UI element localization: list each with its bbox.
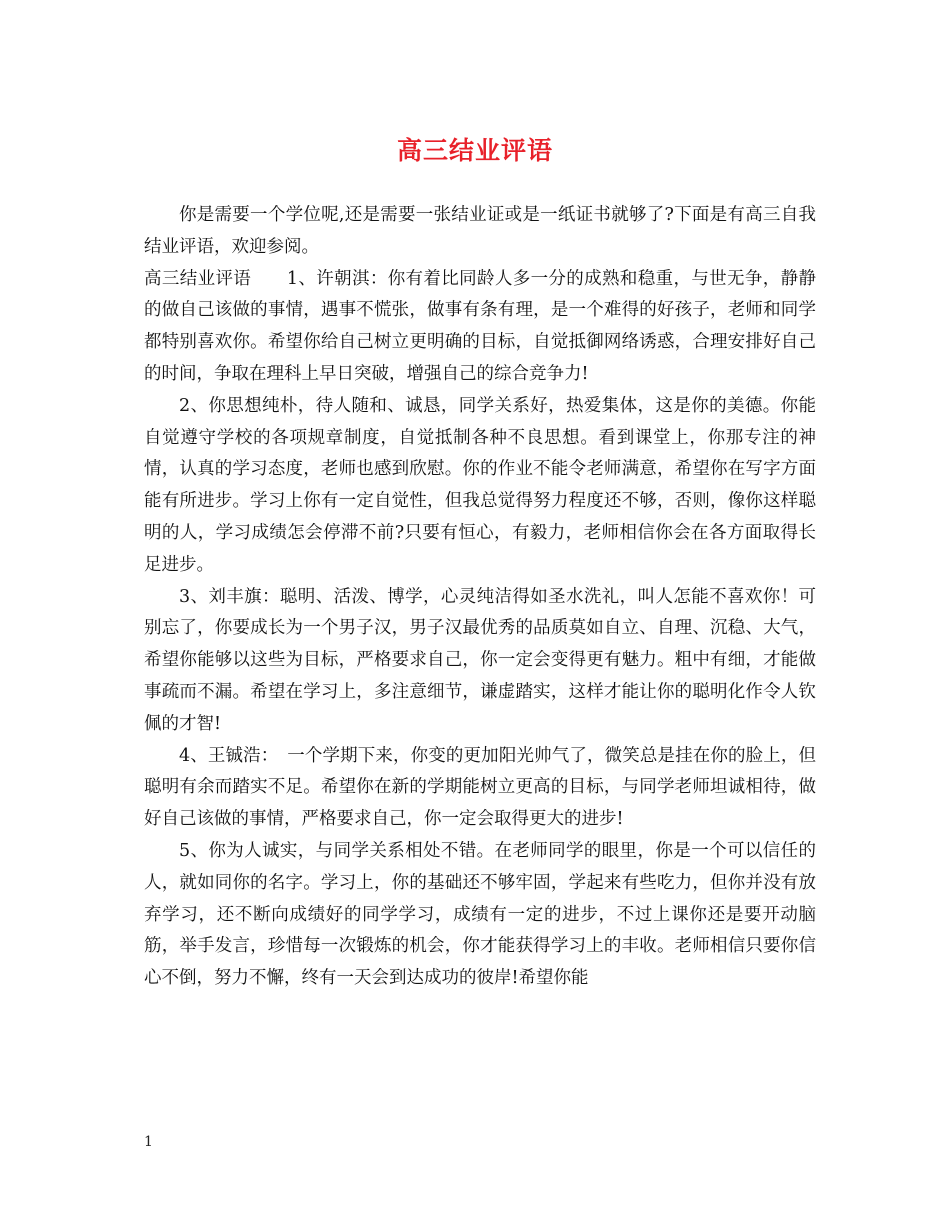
- intro-paragraph: 你是需要一个学位呢,还是需要一张结业证或是一纸证书就够了?下面是有高三自我结业评语，欢迎参阅。: [144, 205, 816, 257]
- comment-paragraph-4: 4、王铖浩： 一个学期下来，你变的更加阳光帅气了，微笑总是挂在你的脸上，但聪明有余而踏实不足。希望你在新的学期能树立更高的目标，与同学老师坦诚相待，做好自己该做的事情，严格要求自己，你一定会取得更大的进步!: [144, 745, 816, 830]
- page-number: 1: [144, 1134, 153, 1150]
- comment-paragraph-3: 3、刘丰旗：聪明、活泼、博学，心灵纯洁得如圣水洗礼，叫人怎能不喜欢你！可别忘了，你要成长为一个男子汉，男子汉最优秀的品质莫如自立、自理、沉稳、大气，希望你能够以这些为目标，严格要求自己，你一定会变得更有魅力。粗中有细，才能做事疏而不漏。希望在学习上，多注意细节，谦虚踏实，这样才能让你的聪明化作令人钦佩的才智!: [144, 586, 816, 734]
- document-body: [144, 200, 816, 995]
- document-title: 高三结业评语: [396, 136, 553, 165]
- comment-paragraph-1: 高三结业评语 1、许朝淇：你有着比同龄人多一分的成熟和稳重，与世无争，静静的做自己该做的事情，遇事不慌张，做事有条有理，是一个难得的好孩子，老师和同学都特别喜欢你。希望你给自己树立更明确的目标，自觉抵御网络诱惑，合理安排好自己的时间，争取在理科上早日突破，增强自己的综合竞争力!: [144, 268, 816, 384]
- comment-paragraph-5: 5、你为人诚实，与同学关系相处不错。在老师同学的眼里，你是一个可以信任的人，就如同你的名字。学习上，你的基础还不够牢固，学起来有些吃力，但你并没有放弃学习，还不断向成绩好的同学学习，成绩有一定的进步，不过上课你还是要开动脑筋，举手发言，珍惜每一次锻炼的机会，你才能获得学习上的丰收。老师相信只要你信心不倒，努力不懈，终有一天会到达成功的彼岸!希望你能: [144, 840, 816, 989]
- comment-paragraph-2: 2、你思想纯朴，待人随和、诚恳，同学关系好，热爱集体，这是你的美德。你能自觉遵守学校的各项规章制度，自觉抵制各种不良思想。看到课堂上，你那专注的神情，认真的学习态度，老师也感到欣慰。你的作业不能令老师满意，希望你在写字方面能有所进步。学习上你有一定自觉性，但我总觉得努力程度还不够，否则，像你这样聪明的人，学习成绩怎会停滞不前?只要有恒心，有毅力，老师相信你会在各方面取得长足进步。: [144, 395, 816, 575]
